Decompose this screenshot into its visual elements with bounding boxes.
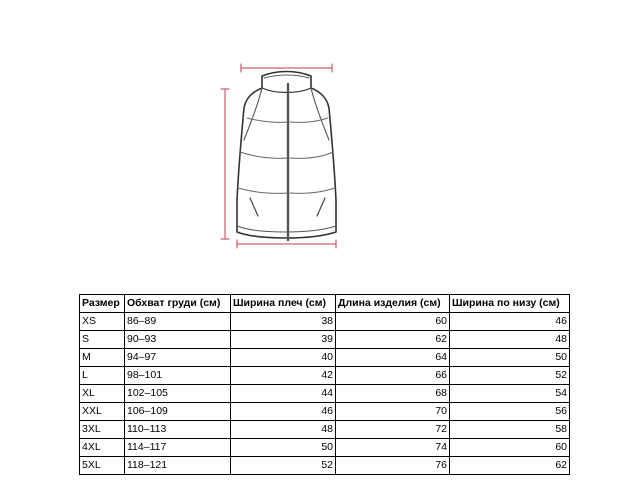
cell-shoulders: 46 <box>231 403 336 421</box>
cell-shoulders: 40 <box>231 349 336 367</box>
cell-shoulders: 50 <box>231 439 336 457</box>
cell-hem-width: 60 <box>450 439 570 457</box>
cell-length: 72 <box>336 421 450 439</box>
cell-length: 60 <box>336 313 450 331</box>
header-shoulders: Ширина плеч (см) <box>231 295 336 313</box>
cell-hem-width: 46 <box>450 313 570 331</box>
vest-diagram-icon <box>215 58 355 253</box>
cell-chest: 114–117 <box>125 439 231 457</box>
cell-hem-width: 62 <box>450 457 570 475</box>
size-table <box>79 294 570 475</box>
cell-length: 70 <box>336 403 450 421</box>
cell-size: XL <box>80 385 125 403</box>
cell-size: 3XL <box>80 421 125 439</box>
cell-shoulders: 42 <box>231 367 336 385</box>
cell-hem-width: 52 <box>450 367 570 385</box>
cell-chest: 98–101 <box>125 367 231 385</box>
cell-size: XS <box>80 313 125 331</box>
cell-shoulders: 44 <box>231 385 336 403</box>
cell-hem-width: 50 <box>450 349 570 367</box>
cell-shoulders: 39 <box>231 331 336 349</box>
cell-shoulders: 38 <box>231 313 336 331</box>
cell-chest: 106–109 <box>125 403 231 421</box>
cell-size: M <box>80 349 125 367</box>
table-row <box>80 331 570 349</box>
cell-size: S <box>80 331 125 349</box>
cell-chest: 102–105 <box>125 385 231 403</box>
table-row <box>80 421 570 439</box>
header-chest: Обхват груди (см) <box>125 295 231 313</box>
table-row <box>80 439 570 457</box>
table-header-row <box>80 295 570 313</box>
cell-chest: 118–121 <box>125 457 231 475</box>
cell-chest: 110–113 <box>125 421 231 439</box>
cell-shoulders: 48 <box>231 421 336 439</box>
cell-hem-width: 54 <box>450 385 570 403</box>
cell-length: 62 <box>336 331 450 349</box>
table-row <box>80 403 570 421</box>
cell-hem-width: 48 <box>450 331 570 349</box>
cell-size: L <box>80 367 125 385</box>
cell-size: XXL <box>80 403 125 421</box>
cell-length: 74 <box>336 439 450 457</box>
cell-size: 4XL <box>80 439 125 457</box>
cell-chest: 90–93 <box>125 331 231 349</box>
header-hem-width: Ширина по низу (см) <box>450 295 570 313</box>
table-row <box>80 349 570 367</box>
cell-hem-width: 56 <box>450 403 570 421</box>
cell-size: 5XL <box>80 457 125 475</box>
header-size: Размер <box>80 295 125 313</box>
cell-chest: 94–97 <box>125 349 231 367</box>
table-row <box>80 457 570 475</box>
cell-length: 64 <box>336 349 450 367</box>
table-row <box>80 385 570 403</box>
vest-outline <box>237 72 336 239</box>
table-row <box>80 313 570 331</box>
cell-length: 76 <box>336 457 450 475</box>
header-length: Длина изделия (см) <box>336 295 450 313</box>
cell-length: 66 <box>336 367 450 385</box>
cell-length: 68 <box>336 385 450 403</box>
cell-shoulders: 52 <box>231 457 336 475</box>
cell-chest: 86–89 <box>125 313 231 331</box>
cell-hem-width: 58 <box>450 421 570 439</box>
table-row <box>80 367 570 385</box>
